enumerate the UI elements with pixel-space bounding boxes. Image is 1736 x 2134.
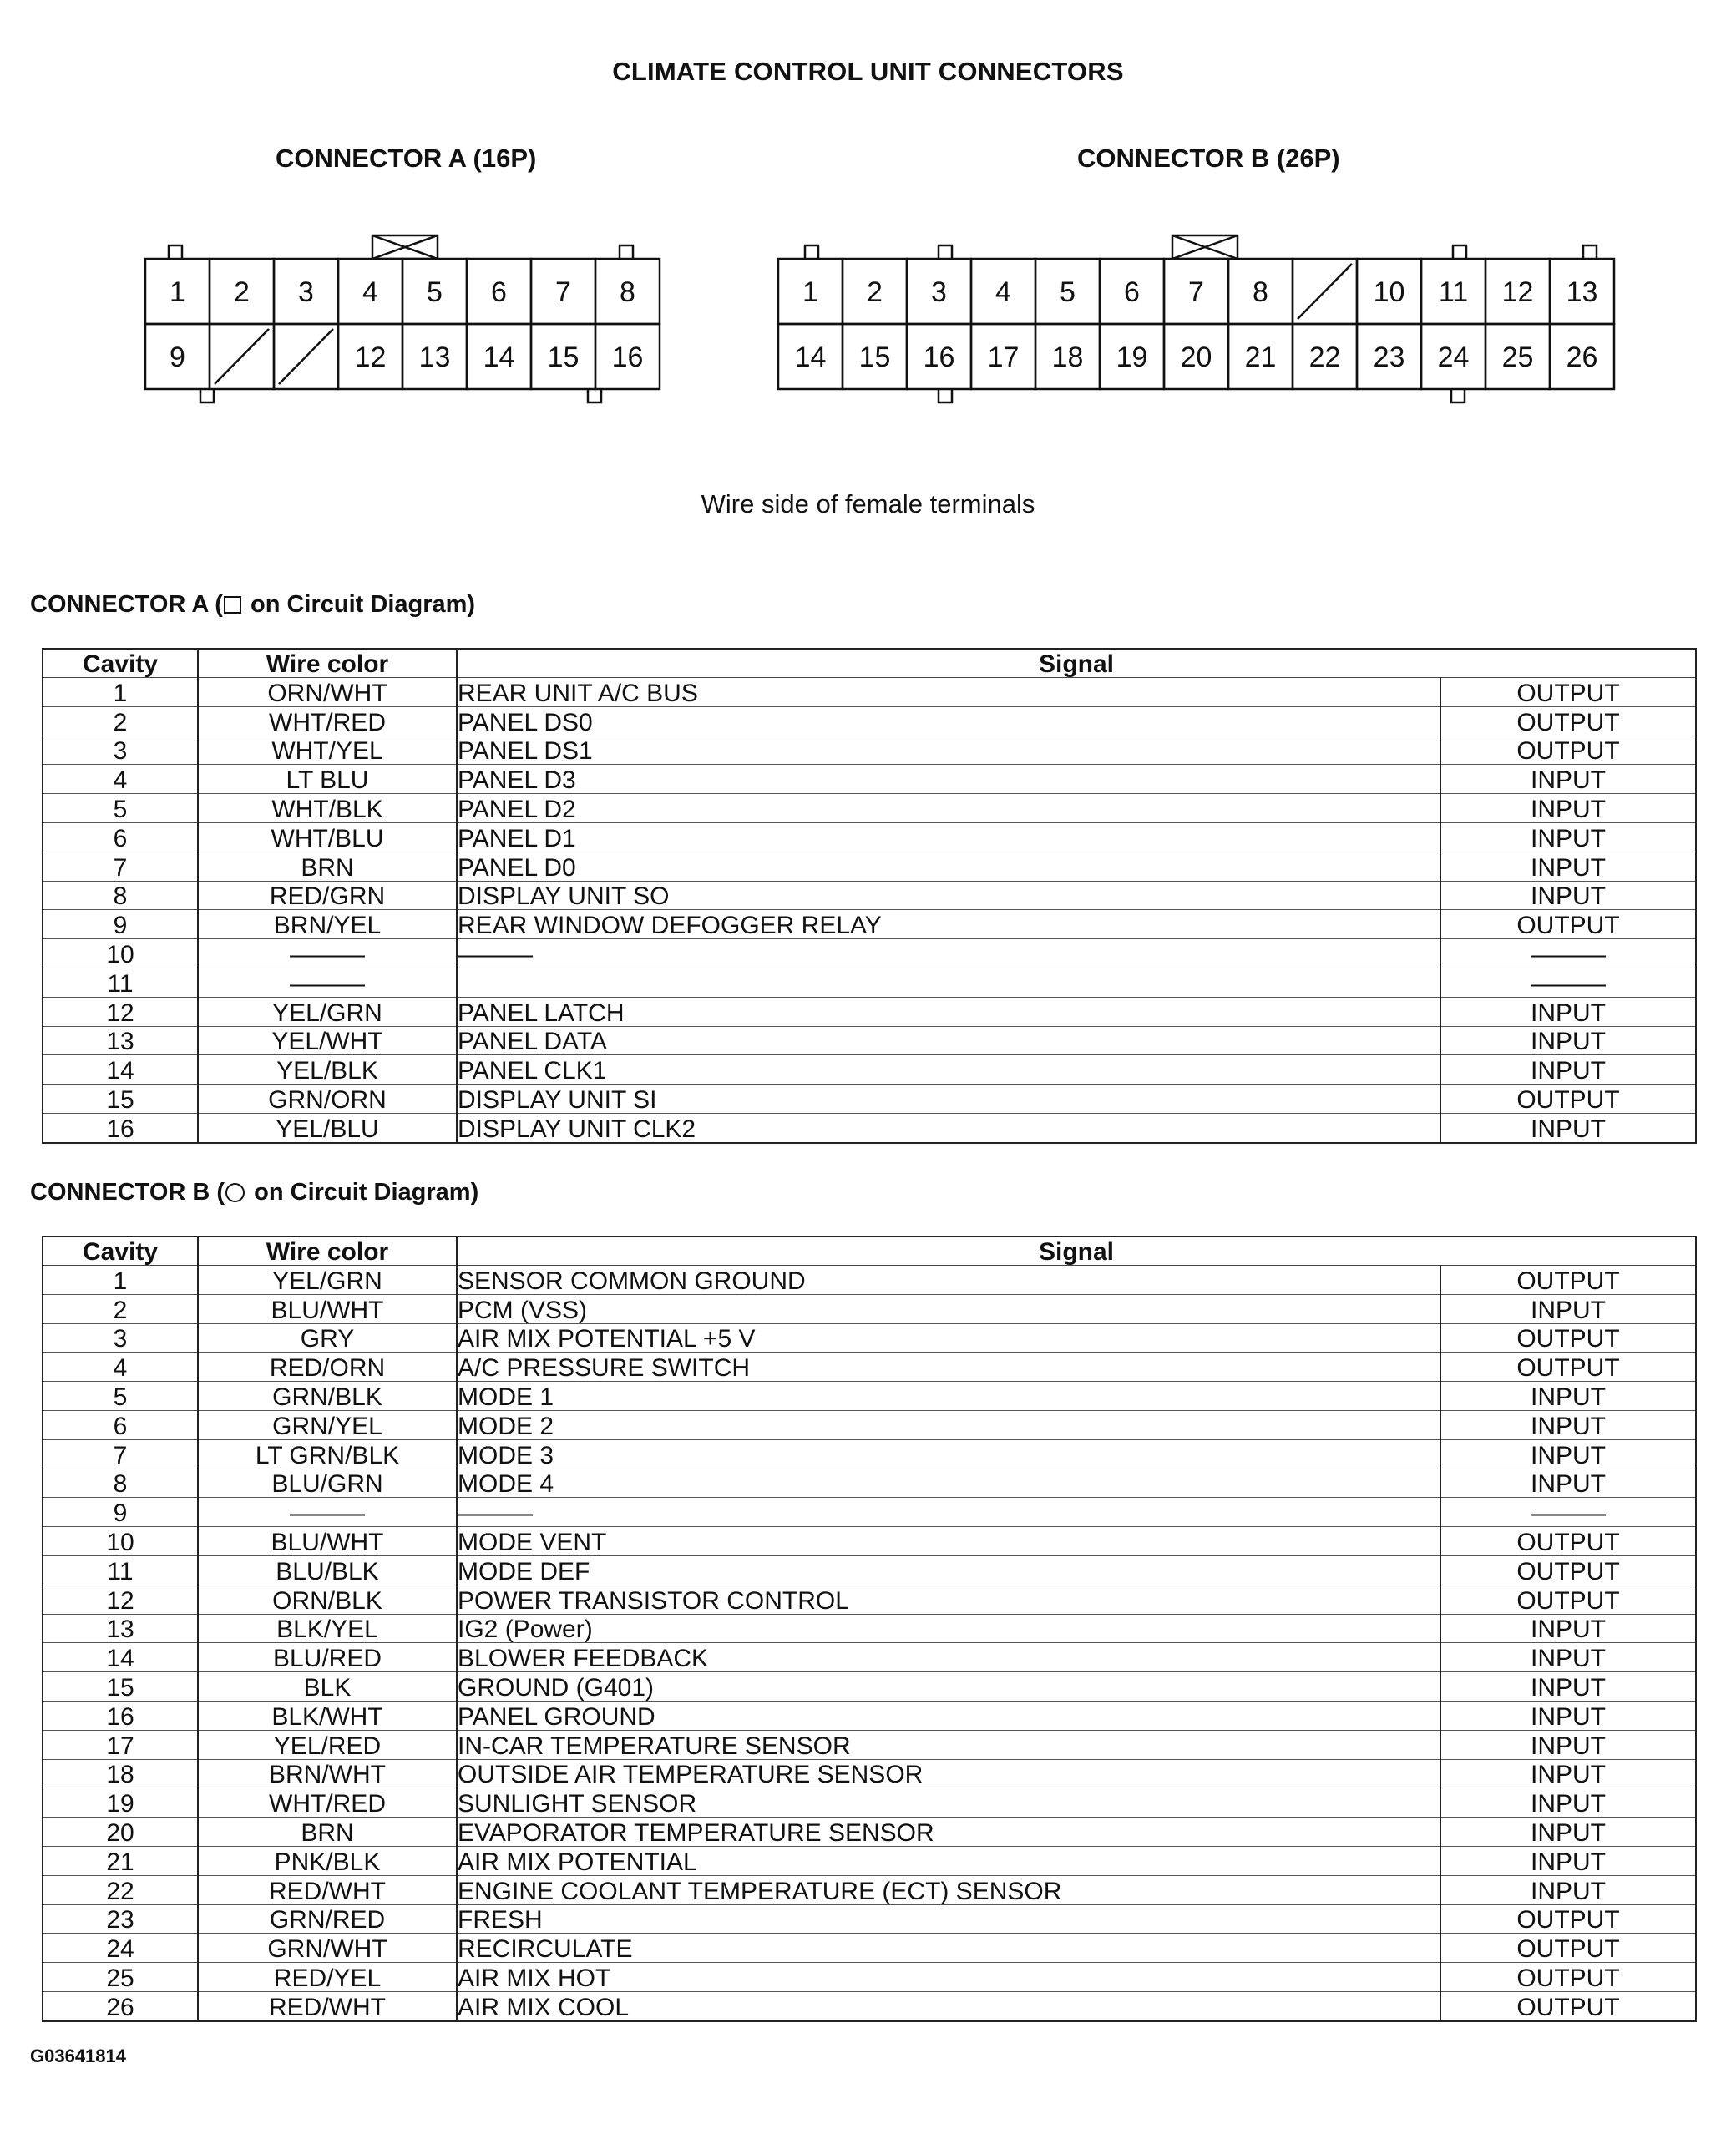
table-row (43, 822, 1696, 852)
signal-cell: SENSOR COMMON GROUND (457, 1266, 1440, 1295)
signal-cell: PANEL D0 (457, 852, 1440, 881)
terminal-number: 14 (794, 341, 827, 373)
table-row (43, 1963, 1696, 1992)
table-row (43, 736, 1696, 765)
section-a-title (30, 591, 475, 619)
cavity-cell: 1 (43, 1266, 198, 1295)
table-row (43, 1818, 1696, 1847)
table-row (43, 1294, 1696, 1323)
section-b-title (30, 1179, 478, 1206)
direction-cell: INPUT (1440, 1672, 1696, 1702)
table-row (43, 1904, 1696, 1934)
terminal-number: 19 (1116, 341, 1148, 373)
signal-cell: IG2 (Power) (457, 1614, 1440, 1643)
wire-color-cell: LT GRN/BLK (198, 1439, 457, 1469)
wire-color-cell: BLU/WHT (198, 1294, 457, 1323)
terminal-number: 12 (354, 341, 387, 373)
signal-cell: AIR MIX COOL (457, 1991, 1440, 2020)
unused-cavity-slash (215, 329, 269, 384)
terminal-number: 11 (1438, 276, 1469, 308)
table-row (43, 1498, 1696, 1527)
direction-cell: INPUT (1440, 1055, 1696, 1085)
wire-color-cell: BRN (198, 852, 457, 881)
table-row (43, 706, 1696, 736)
wire-color-cell: GRN/WHT (198, 1934, 457, 1963)
signal-cell: IN-CAR TEMPERATURE SENSOR (457, 1730, 1440, 1759)
terminal-number: 13 (418, 341, 451, 373)
cavity-cell: 22 (43, 1875, 198, 1904)
wire-color-cell: YEL/RED (198, 1730, 457, 1759)
signal-cell: PANEL GROUND (457, 1701, 1440, 1730)
signal-cell: MODE VENT (457, 1527, 1440, 1556)
connector-b-table (42, 1236, 1697, 2022)
table-row (43, 1085, 1696, 1114)
cavity-cell: 14 (43, 1055, 198, 1085)
wire-color-cell: GRN/ORN (198, 1085, 457, 1114)
wire-color-cell: BRN/WHT (198, 1759, 457, 1788)
table-row (43, 910, 1696, 939)
cavity-cell: 6 (43, 1410, 198, 1439)
table-row (43, 1353, 1696, 1382)
signal-cell: PANEL D2 (457, 794, 1440, 823)
section-a-suffix: on Circuit Diagram) (243, 591, 476, 618)
wire-color-cell: BLK/YEL (198, 1614, 457, 1643)
table-row (43, 1469, 1696, 1498)
cavity-cell: 16 (43, 1701, 198, 1730)
wire-color-cell: BLK (198, 1672, 457, 1702)
terminal-number: 5 (427, 276, 443, 308)
table-row (43, 852, 1696, 881)
signal-cell: MODE DEF (457, 1555, 1440, 1585)
cavity-cell: 16 (43, 1113, 198, 1142)
direction-cell: OUTPUT (1440, 1353, 1696, 1382)
terminal-number: 25 (1501, 341, 1534, 373)
terminal-number: 16 (611, 341, 644, 373)
section-b-suffix: on Circuit Diagram) (247, 1179, 479, 1206)
cavity-cell: 1 (43, 678, 198, 707)
signal-cell: PANEL D3 (457, 765, 1440, 794)
terminal-number: 2 (234, 276, 250, 308)
terminal-number: 8 (620, 276, 635, 308)
direction-cell: ——— (1440, 939, 1696, 968)
wire-color-cell: RED/WHT (198, 1991, 457, 2020)
direction-cell: INPUT (1440, 1730, 1696, 1759)
wire-color-cell: ORN/BLK (198, 1585, 457, 1614)
table-row (43, 997, 1696, 1026)
table-row (43, 1672, 1696, 1702)
cavity-cell: 6 (43, 822, 198, 852)
signal-cell: DISPLAY UNIT SO (457, 881, 1440, 910)
cavity-cell: 25 (43, 1963, 198, 1992)
signal-cell: ENGINE COOLANT TEMPERATURE (ECT) SENSOR (457, 1875, 1440, 1904)
table-row (43, 765, 1696, 794)
direction-cell: INPUT (1440, 1410, 1696, 1439)
direction-cell: OUTPUT (1440, 1085, 1696, 1114)
terminal-number: 15 (547, 341, 580, 373)
table-header-row (43, 1236, 1696, 1266)
unused-cavity-slash (1298, 264, 1352, 319)
table-row (43, 1410, 1696, 1439)
wire-color-cell: BLU/GRN (198, 1469, 457, 1498)
cavity-cell: 17 (43, 1730, 198, 1759)
direction-cell: OUTPUT (1440, 910, 1696, 939)
cavity-cell: 11 (43, 1555, 198, 1585)
terminal-number: 20 (1180, 341, 1212, 373)
direction-cell: OUTPUT (1440, 1963, 1696, 1992)
terminal-number: 4 (362, 276, 378, 308)
direction-cell: OUTPUT (1440, 1991, 1696, 2020)
direction-cell: INPUT (1440, 1439, 1696, 1469)
signal-cell: PANEL CLK1 (457, 1055, 1440, 1085)
cavity-cell: 3 (43, 1323, 198, 1353)
wire-color-cell: GRN/RED (198, 1904, 457, 1934)
cavity-cell: 26 (43, 1991, 198, 2020)
terminal-number: 10 (1373, 276, 1405, 308)
direction-cell: INPUT (1440, 1788, 1696, 1818)
cavity-cell: 13 (43, 1026, 198, 1055)
wire-color-cell: ——— (198, 1498, 457, 1527)
wire-color-cell: YEL/GRN (198, 997, 457, 1026)
cavity-cell: 14 (43, 1643, 198, 1672)
header-signal: Signal (457, 1236, 1696, 1266)
signal-cell: MODE 3 (457, 1439, 1440, 1469)
wire-color-cell: WHT/BLU (198, 822, 457, 852)
direction-cell: ——— (1440, 1498, 1696, 1527)
wire-color-cell: RED/WHT (198, 1875, 457, 1904)
wire-color-cell: GRN/YEL (198, 1410, 457, 1439)
terminal-number: 14 (483, 341, 515, 373)
header-wire-color: Wire color (198, 1236, 457, 1266)
wire-color-cell: WHT/BLK (198, 794, 457, 823)
table-row (43, 1991, 1696, 2020)
terminal-number: 24 (1437, 341, 1470, 373)
cavity-cell: 15 (43, 1085, 198, 1114)
signal-cell: ——— (457, 939, 1440, 968)
table-row (43, 1555, 1696, 1585)
direction-cell: INPUT (1440, 1469, 1696, 1498)
terminal-number: 17 (987, 341, 1020, 373)
signal-cell: DISPLAY UNIT SI (457, 1085, 1440, 1114)
direction-cell: INPUT (1440, 1382, 1696, 1411)
cavity-cell: 18 (43, 1759, 198, 1788)
signal-cell: PANEL D1 (457, 822, 1440, 852)
header-cavity: Cavity (43, 649, 198, 678)
terminal-number: 23 (1373, 341, 1405, 373)
cavity-cell: 9 (43, 910, 198, 939)
wire-color-cell: WHT/RED (198, 706, 457, 736)
wire-color-cell: RED/GRN (198, 881, 457, 910)
table-row (43, 794, 1696, 823)
signal-cell: PCM (VSS) (457, 1294, 1440, 1323)
table-row (43, 939, 1696, 968)
table-row (43, 1585, 1696, 1614)
signal-cell: AIR MIX POTENTIAL (457, 1846, 1440, 1875)
signal-cell: DISPLAY UNIT CLK2 (457, 1113, 1440, 1142)
wire-color-cell: LT BLU (198, 765, 457, 794)
direction-cell: INPUT (1440, 1759, 1696, 1788)
terminal-number: 16 (923, 341, 955, 373)
signal-cell: RECIRCULATE (457, 1934, 1440, 1963)
wire-color-cell: YEL/WHT (198, 1026, 457, 1055)
cavity-cell: 8 (43, 881, 198, 910)
cavity-cell: 2 (43, 1294, 198, 1323)
signal-cell: ——— (457, 1498, 1440, 1527)
signal-cell: SUNLIGHT SENSOR (457, 1788, 1440, 1818)
direction-cell: OUTPUT (1440, 1585, 1696, 1614)
terminal-number: 3 (931, 276, 947, 308)
connector-a-table (42, 648, 1697, 1144)
square-symbol-icon (224, 596, 241, 614)
direction-cell: OUTPUT (1440, 1555, 1696, 1585)
cavity-cell: 21 (43, 1846, 198, 1875)
signal-cell: PANEL DS0 (457, 706, 1440, 736)
table-row (43, 1382, 1696, 1411)
table-row (43, 1266, 1696, 1295)
table-row (43, 1026, 1696, 1055)
wire-color-cell: BRN (198, 1818, 457, 1847)
figure-id: G03641814 (30, 2046, 126, 2066)
wire-color-cell: WHT/RED (198, 1788, 457, 1818)
header-signal: Signal (457, 649, 1696, 678)
direction-cell: OUTPUT (1440, 1266, 1696, 1295)
wire-color-cell: WHT/YEL (198, 736, 457, 765)
table-row (43, 1788, 1696, 1818)
direction-cell: OUTPUT (1440, 1323, 1696, 1353)
table-header-row (43, 649, 1696, 678)
terminal-number: 13 (1566, 276, 1598, 308)
cavity-cell: 23 (43, 1904, 198, 1934)
signal-cell: POWER TRANSISTOR CONTROL (457, 1585, 1440, 1614)
cavity-cell: 15 (43, 1672, 198, 1702)
direction-cell: INPUT (1440, 1875, 1696, 1904)
direction-cell: INPUT (1440, 852, 1696, 881)
terminal-number: 26 (1566, 341, 1598, 373)
cavity-cell: 9 (43, 1498, 198, 1527)
terminal-number: 22 (1308, 341, 1341, 373)
wire-color-cell: BLU/BLK (198, 1555, 457, 1585)
terminal-number: 6 (1124, 276, 1140, 308)
wire-color-cell: ——— (198, 968, 457, 997)
terminal-number: 12 (1501, 276, 1534, 308)
signal-cell: MODE 1 (457, 1382, 1440, 1411)
cavity-cell: 13 (43, 1614, 198, 1643)
cavity-cell: 12 (43, 1585, 198, 1614)
direction-cell: OUTPUT (1440, 736, 1696, 765)
wire-color-cell: YEL/BLK (198, 1055, 457, 1085)
direction-cell: INPUT (1440, 765, 1696, 794)
cavity-cell: 24 (43, 1934, 198, 1963)
direction-cell: ——— (1440, 968, 1696, 997)
direction-cell: INPUT (1440, 1643, 1696, 1672)
wire-color-cell: BLU/WHT (198, 1527, 457, 1556)
table-row (43, 678, 1696, 707)
table-row (43, 1055, 1696, 1085)
cavity-cell: 5 (43, 794, 198, 823)
terminal-number: 3 (298, 276, 314, 308)
wire-color-cell: ——— (198, 939, 457, 968)
table-row (43, 1323, 1696, 1353)
table-row (43, 1614, 1696, 1643)
signal-cell: AIR MIX POTENTIAL +5 V (457, 1323, 1440, 1353)
signal-cell: REAR UNIT A/C BUS (457, 678, 1440, 707)
terminal-number: 5 (1060, 276, 1076, 308)
signal-cell: GROUND (G401) (457, 1672, 1440, 1702)
header-wire-color: Wire color (198, 649, 457, 678)
table-row (43, 1701, 1696, 1730)
wire-color-cell: YEL/BLU (198, 1113, 457, 1142)
wire-color-cell: BLK/WHT (198, 1701, 457, 1730)
terminal-number: 1 (170, 276, 185, 308)
connector-a-title: CONNECTOR A (16P) (276, 144, 537, 173)
direction-cell: INPUT (1440, 1294, 1696, 1323)
wire-color-cell: ORN/WHT (198, 678, 457, 707)
wire-color-cell: GRN/BLK (198, 1382, 457, 1411)
direction-cell: INPUT (1440, 997, 1696, 1026)
cavity-cell: 20 (43, 1818, 198, 1847)
cavity-cell: 2 (43, 706, 198, 736)
terminal-number: 15 (858, 341, 891, 373)
connector-b-title: CONNECTOR B (26P) (1077, 144, 1340, 173)
signal-cell: EVAPORATOR TEMPERATURE SENSOR (457, 1818, 1440, 1847)
signal-cell: OUTSIDE AIR TEMPERATURE SENSOR (457, 1759, 1440, 1788)
direction-cell: INPUT (1440, 794, 1696, 823)
cavity-cell: 3 (43, 736, 198, 765)
direction-cell: INPUT (1440, 1026, 1696, 1055)
terminal-number: 6 (491, 276, 507, 308)
wire-color-cell: BLU/RED (198, 1643, 457, 1672)
table-row (43, 1846, 1696, 1875)
terminal-number: 4 (995, 276, 1011, 308)
table-row (43, 1875, 1696, 1904)
cavity-cell: 19 (43, 1788, 198, 1818)
table-row (43, 1527, 1696, 1556)
direction-cell: INPUT (1440, 881, 1696, 910)
section-b-prefix: CONNECTOR B ( (30, 1179, 225, 1206)
cavity-cell: 5 (43, 1382, 198, 1411)
terminal-number: 18 (1051, 341, 1084, 373)
cavity-cell: 8 (43, 1469, 198, 1498)
header-cavity: Cavity (43, 1236, 198, 1266)
terminal-number: 1 (802, 276, 818, 308)
table-row (43, 1113, 1696, 1142)
signal-cell: MODE 2 (457, 1410, 1440, 1439)
terminal-number: 7 (555, 276, 571, 308)
direction-cell: OUTPUT (1440, 1527, 1696, 1556)
signal-cell: MODE 4 (457, 1469, 1440, 1498)
page-title: CLIMATE CONTROL UNIT CONNECTORS (612, 57, 1124, 86)
signal-cell: FRESH (457, 1904, 1440, 1934)
wire-color-cell: BRN/YEL (198, 910, 457, 939)
signal-cell: BLOWER FEEDBACK (457, 1643, 1440, 1672)
direction-cell: INPUT (1440, 1818, 1696, 1847)
direction-cell: OUTPUT (1440, 678, 1696, 707)
terminal-number: 8 (1253, 276, 1268, 308)
unused-cavity-slash (279, 329, 333, 384)
signal-cell: PANEL DATA (457, 1026, 1440, 1055)
direction-cell: INPUT (1440, 1846, 1696, 1875)
terminal-number: 9 (170, 341, 185, 373)
table-row (43, 881, 1696, 910)
direction-cell: OUTPUT (1440, 1904, 1696, 1934)
circle-symbol-icon (225, 1183, 245, 1202)
terminal-number: 2 (867, 276, 883, 308)
direction-cell: INPUT (1440, 822, 1696, 852)
direction-cell: OUTPUT (1440, 706, 1696, 736)
signal-cell: AIR MIX HOT (457, 1963, 1440, 1992)
table-row (43, 1643, 1696, 1672)
cavity-cell: 10 (43, 1527, 198, 1556)
direction-cell: INPUT (1440, 1614, 1696, 1643)
cavity-cell: 4 (43, 1353, 198, 1382)
direction-cell: INPUT (1440, 1701, 1696, 1730)
terminal-number: 7 (1188, 276, 1204, 308)
terminal-number: 21 (1244, 341, 1277, 373)
cavity-cell: 12 (43, 997, 198, 1026)
cavity-cell: 7 (43, 852, 198, 881)
section-a-prefix: CONNECTOR A ( (30, 591, 223, 618)
cavity-cell: 11 (43, 968, 198, 997)
signal-cell (457, 968, 1440, 997)
cavity-cell: 10 (43, 939, 198, 968)
wire-color-cell: YEL/GRN (198, 1266, 457, 1295)
wire-color-cell: PNK/BLK (198, 1846, 457, 1875)
wire-color-cell: RED/ORN (198, 1353, 457, 1382)
table-row (43, 1759, 1696, 1788)
connector-b-diagram (777, 234, 1628, 417)
direction-cell: INPUT (1440, 1113, 1696, 1142)
signal-cell: PANEL DS1 (457, 736, 1440, 765)
table-row (43, 1730, 1696, 1759)
signal-cell: PANEL LATCH (457, 997, 1440, 1026)
signal-cell: A/C PRESSURE SWITCH (457, 1353, 1440, 1382)
cavity-cell: 7 (43, 1439, 198, 1469)
table-row (43, 968, 1696, 997)
connector-a-diagram (142, 234, 676, 417)
table-row (43, 1439, 1696, 1469)
wire-side-note: Wire side of female terminals (701, 489, 1035, 518)
wire-color-cell: RED/YEL (198, 1963, 457, 1992)
direction-cell: OUTPUT (1440, 1934, 1696, 1963)
table-row (43, 1934, 1696, 1963)
cavity-cell: 4 (43, 765, 198, 794)
signal-cell: REAR WINDOW DEFOGGER RELAY (457, 910, 1440, 939)
wire-color-cell: GRY (198, 1323, 457, 1353)
